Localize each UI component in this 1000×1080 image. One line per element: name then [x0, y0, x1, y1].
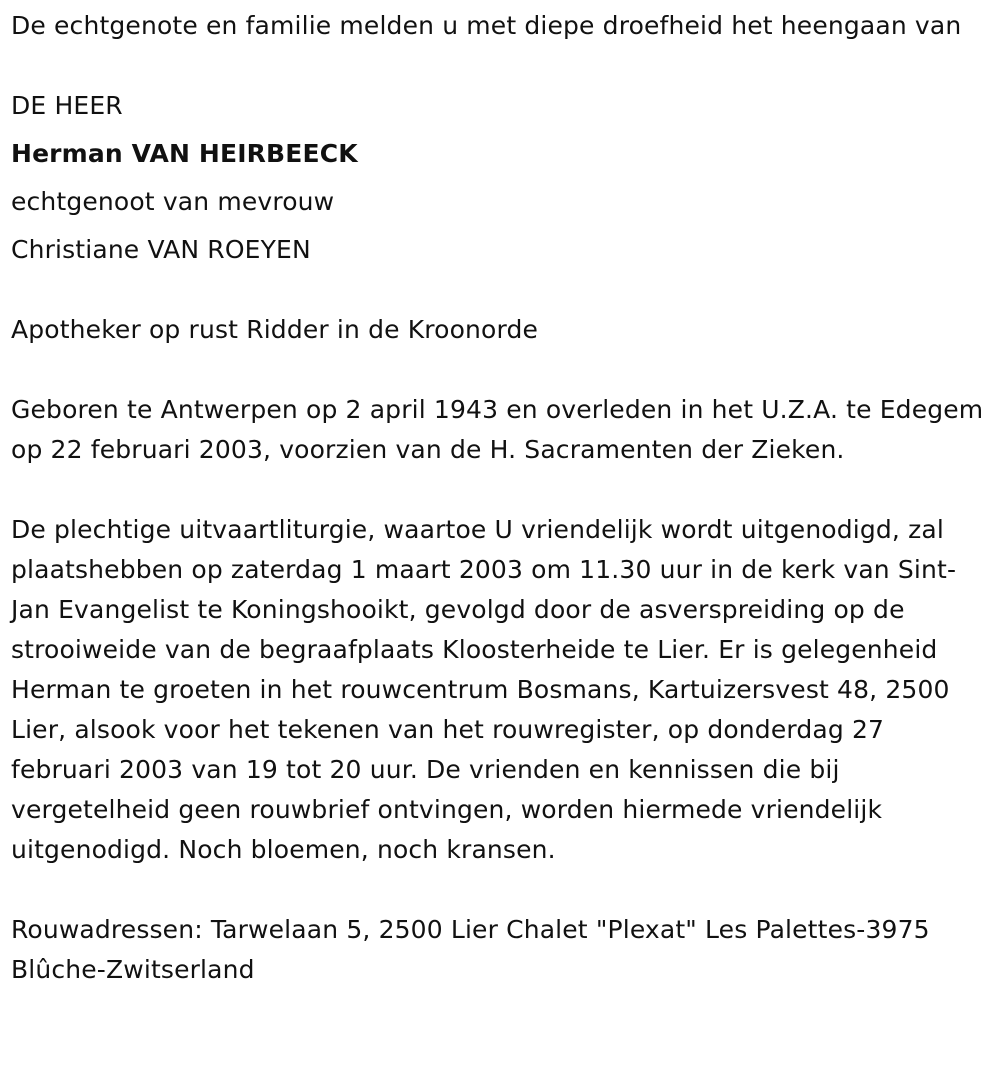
addresses-text: Rouwadressen: Tarwelaan 5, 2500 Lier Chalet "Plexat" Les Palettes-3975 Blûche-Zwitserland — [11, 915, 930, 984]
birth-death-text: Geboren te Antwerpen op 2 april 1943 en overleden in het U.Z.A. te Edegem op 22 februari 2003, voorzien van de H. Sacramenten der Zieken. — [11, 395, 984, 464]
ceremony-text: De plechtige uitvaartliturgie, waartoe U vriendelijk wordt uitgenodigd, zal plaatshebben op zaterdag 1 maart 2003 om 11.30 uur in de kerk van Sint-Jan Evangelist te Koningshooikt, gevolgd door de asverspreiding op de strooiweide van de begraafplaats Kloosterheide te Lier. Er is gelegenheid Herman te groeten in het rouwcentrum Bosmans, Kartuizersvest 48, 2500 Lier, alsook voor het tekenen van het rouwregister, op donderdag 27 februari 2003 van 19 tot 20 uur. De vrienden en kennissen die bij vergetelheid geen rouwbrief ontvingen, worden hiermede vriendelijk uitgenodigd. Noch bloemen, noch kransen. — [11, 515, 957, 864]
title-text: DE HEER — [11, 91, 123, 120]
spouse-label: echtgenoot van mevrouw — [11, 187, 335, 216]
profession-text: Apotheker op rust Ridder in de Kroonorde — [11, 315, 539, 344]
spouse-name: Christiane VAN ROEYEN — [11, 235, 311, 264]
obituary-document — [11, 6, 986, 990]
intro-text: De echtgenote en familie melden u met diepe droefheid het heengaan van — [11, 11, 962, 40]
deceased-name: Herman VAN HEIRBEECK — [11, 139, 358, 168]
